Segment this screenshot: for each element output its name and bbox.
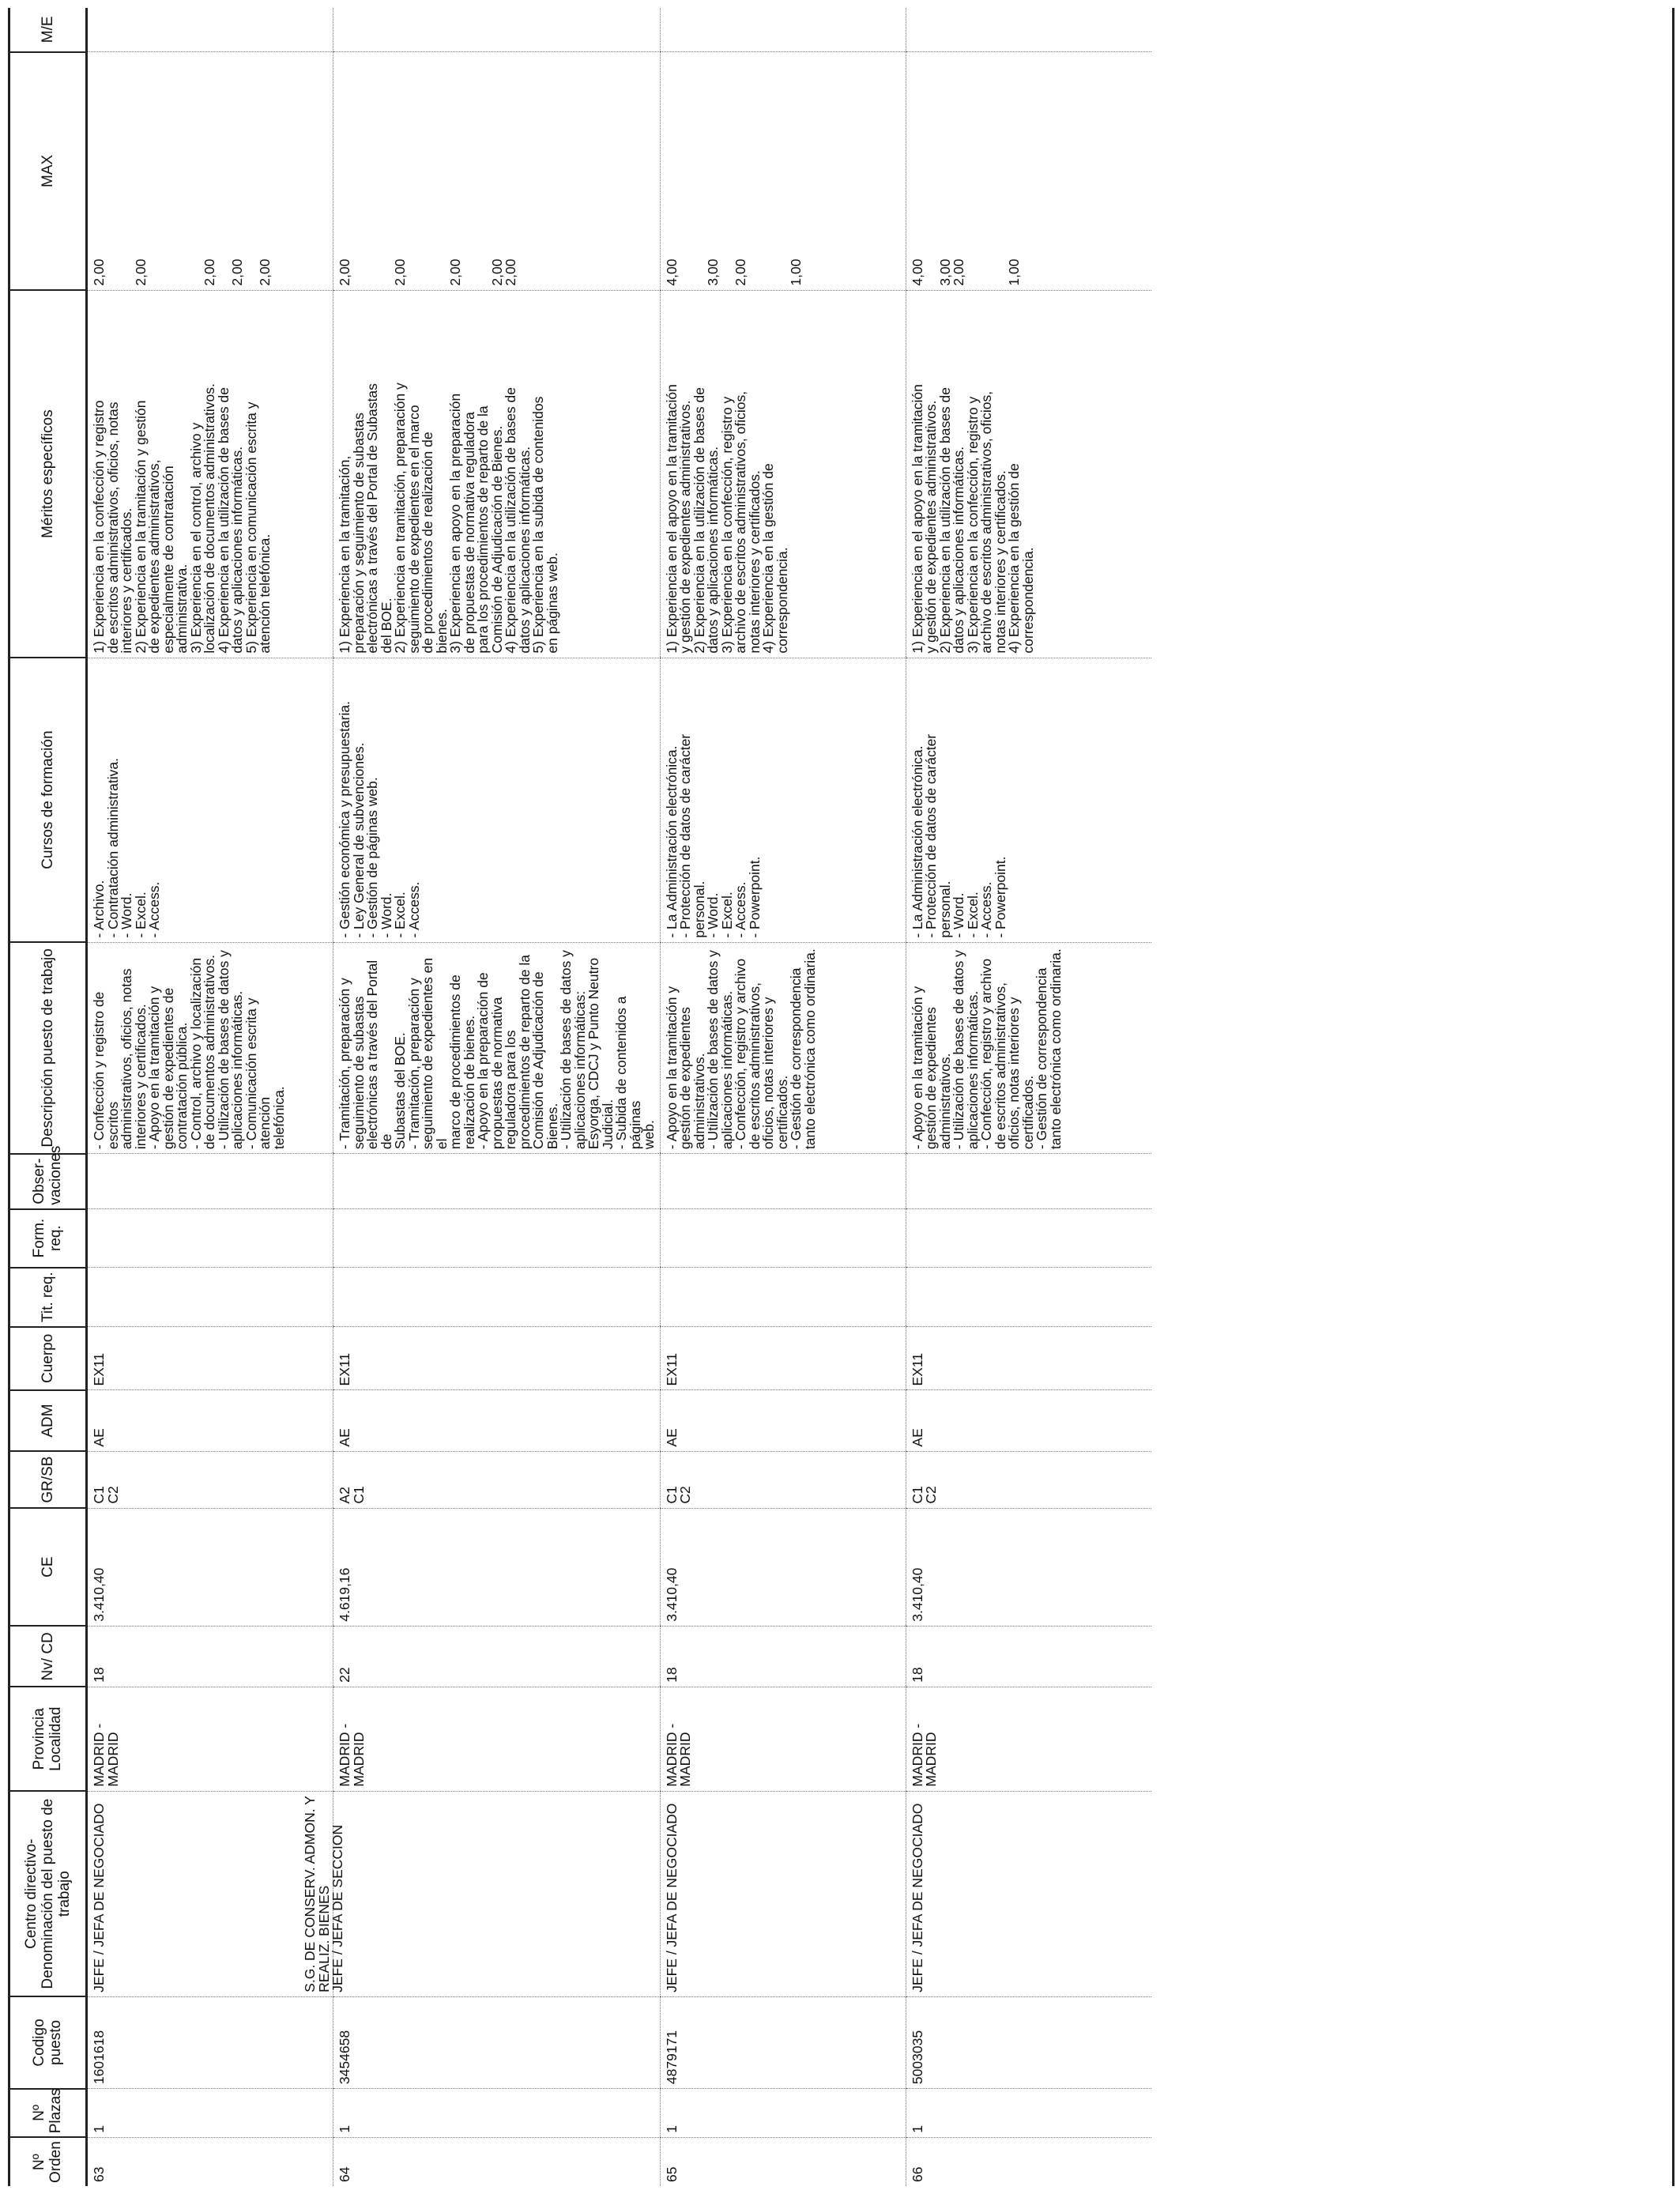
cell-adm: AE (660, 1390, 906, 1451)
cell-descripcion: - Apoyo en la tramitación y gestión de expedientes administrativos. - Utilización de bases de datos y aplicaciones informáticas. - Confección, registro y archivo de escritos administrativos, oficios, notas interiores y certificados. - Gestión de correspondencia tanto electrónica como ordinaria. (660, 942, 906, 1153)
cell-cursos: - Archivo. - Contratación administrativa. - Word. - Excel. - Access. (87, 658, 333, 942)
cell-cursos: - La Administración electrónica. - Protección de datos de carácter personal. - Word. - Excel. - Access. - Powerpoint. (660, 658, 906, 942)
cell-nivel: 22 (333, 1626, 661, 1687)
cell-codigo: 1601618 (87, 1996, 333, 2088)
cell-titulacion (87, 1268, 333, 1327)
cell-observaciones (87, 1154, 333, 1209)
header-observaciones: Obser- vaciones (9, 1154, 87, 1209)
cell-formacion (333, 1209, 661, 1268)
cell-cuerpo: EX11 (660, 1327, 906, 1390)
cell-ce: 3.410,40 (906, 1508, 1151, 1626)
max-line: 2,00 (91, 258, 107, 286)
cell-centro: JEFE / JEFA DE NEGOCIADO (906, 1791, 1151, 1996)
cell-max (87, 52, 333, 290)
header-codigo: Codigo puesto (9, 1996, 87, 2088)
header-row (9, 8, 87, 2186)
cell-centro (302, 1791, 661, 1996)
max-line (175, 56, 190, 285)
header-provincia: Provincia Localidad (9, 1687, 87, 1791)
max-line (748, 56, 763, 285)
cell-me (87, 8, 333, 52)
cell-me (333, 8, 661, 52)
max-line (148, 56, 162, 285)
max-line (994, 56, 1008, 285)
max-line: 3,00 (936, 258, 953, 286)
cell-formacion (87, 1209, 333, 1268)
cell-plazas: 1 (333, 2089, 661, 2138)
cell-codigo: 3454658 (333, 1996, 661, 2088)
max-line (679, 56, 693, 285)
cell-nivel: 18 (660, 1626, 906, 1687)
positions-table (9, 8, 1151, 2186)
cell-meritos: 1) Experiencia en el apoyo en la tramitación y gestión de expedientes administrativos. 2) Experiencia en la utilización de bases de datos y aplicaciones informáticas. 3) Experiencia en la confección, registro y archivo de escritos administrativos, oficios, notas interiores y certificados. 4) Experiencia en la gestión de correspondencia. (906, 290, 1151, 658)
table-row (660, 8, 906, 2186)
cell-max (333, 52, 661, 290)
cell-cuerpo: EX11 (906, 1327, 1151, 1390)
cell-ce: 3.410,40 (87, 1508, 333, 1626)
cell-me (660, 8, 906, 52)
max-line (721, 56, 735, 285)
cell-grupo: A2 C1 (333, 1451, 661, 1508)
table-row (906, 8, 1151, 2186)
cell-grupo: C1 C2 (660, 1451, 906, 1508)
cell-plazas: 1 (87, 2089, 333, 2138)
cell-formacion (906, 1209, 1151, 1268)
cell-titulacion (906, 1268, 1151, 1327)
table-row (87, 8, 333, 2186)
cell-observaciones (660, 1154, 906, 1209)
cell-max (906, 52, 1151, 290)
cell-observaciones (906, 1154, 1151, 1209)
header-max: MAX (9, 52, 87, 290)
max-line (366, 56, 380, 285)
header-grupo: GR/SB (9, 1451, 87, 1508)
cell-nivel: 18 (87, 1626, 333, 1687)
cell-provincia: MADRID - MADRID (906, 1687, 1151, 1791)
cell-orden: 63 (91, 2166, 107, 2182)
cell-adm: AE (333, 1390, 661, 1451)
max-line: 2,00 (503, 258, 518, 286)
cell-centro: JEFE / JEFA DE NEGOCIADO (660, 1791, 906, 1996)
max-line: 2,00 (337, 258, 352, 286)
max-line (966, 56, 981, 285)
cell-titulacion (333, 1268, 661, 1327)
centro-directivo-prefix: S.G. DE CONSERV. ADMON. Y REALIZ. BIENES (302, 1796, 332, 1992)
max-line: 2,00 (132, 258, 149, 286)
cell-adm: AE (87, 1390, 333, 1451)
header-adm: ADM (9, 1390, 87, 1451)
cell-provincia: MADRID - MADRID (87, 1687, 333, 1791)
cell-meritos: 1) Experiencia en la tramitación, preparación y seguimiento de subastas electrónicas a través del Portal de Subastas del BOE. 2) Experiencia en tramitación, preparación y seguimiento de expedientes en el marco de procedimientos de realización de bienes. 3) Experiencia en apoyo en la preparación de propuestas de normativa reguladora para los procedimientos de reparto de la Comisión de Adjudicación de Bienes. 4) Experiencia en la utilización de bases de datos y aplicaciones informáticas. 5) Experiencia en la subida de contenidos en páginas web. (333, 290, 661, 658)
header-ce: CE (9, 1508, 87, 1626)
max-line (435, 56, 450, 285)
header-plazas: Nº Plazas (9, 2089, 87, 2138)
max-line: 2,00 (202, 258, 217, 286)
header-descripcion: Descripción puesto de trabajo (9, 942, 87, 1153)
max-line: 2,00 (951, 258, 966, 286)
cell-cuerpo: EX11 (87, 1327, 333, 1390)
max-line (352, 56, 367, 285)
max-line (217, 56, 232, 285)
header-titulacion: Tit. req. (9, 1268, 87, 1327)
cell-provincia: MADRID - MADRID (333, 1687, 661, 1791)
cell-cursos: - La Administración electrónica. - Protección de datos de carácter personal. - Word. - Excel. - Access. - Powerpoint. (906, 658, 1151, 942)
cell-ce: 3.410,40 (660, 1508, 906, 1626)
max-line (162, 56, 176, 285)
cell-max (660, 52, 906, 290)
cell-plazas: 1 (660, 2089, 906, 2138)
max-line (762, 56, 776, 285)
max-line (380, 56, 394, 285)
cell-ce: 4.619,16 (333, 1508, 661, 1626)
cell-cuerpo: EX11 (333, 1327, 661, 1390)
cell-meritos: 1) Experiencia en el apoyo en la tramitación y gestión de expedientes administrativos. 2) Experiencia en la utilización de bases de datos y aplicaciones informáticas. 3) Experiencia en la confección, registro y archivo de escritos administrativos, oficios, notas interiores y certificados. 4) Experiencia en la gestión de correspondencia. (660, 290, 906, 658)
max-line (925, 56, 939, 285)
max-line: 2,00 (229, 258, 245, 286)
centro-denominacion: JEFE / JEFA DE SECCION (330, 1824, 345, 1992)
max-line: 3,00 (705, 258, 721, 286)
max-line (408, 56, 422, 285)
header-orden: Nº Orden (9, 2137, 87, 2186)
cell-orden: 64 (333, 2137, 661, 2186)
header-me: M/E (9, 8, 87, 52)
cell-descripcion: - Confección y registro de escritos administrativos, oficios, notas interiores y certificados. - Apoyo en la tramitación y gestión de expedientes de contratación pública. - Control, archivo y localización de documentos administrativos. - Utilización de bases de datos y aplicaciones informáticas. - Comunicación escrita y atención telefónica. (87, 942, 333, 1153)
table-row (333, 8, 661, 2186)
max-line: 2,00 (392, 258, 408, 286)
max-line (693, 56, 707, 285)
max-line (245, 56, 259, 285)
cell-nivel: 18 (906, 1626, 1151, 1687)
header-cursos: Cursos de formación (9, 658, 87, 942)
cell-codigo: 4879171 (660, 1996, 906, 2088)
max-line (477, 56, 491, 285)
bottom-rule (1672, 8, 1674, 2186)
max-line: 2,00 (447, 258, 463, 286)
cell-adm: AE (906, 1390, 1151, 1451)
cell-centro: JEFE / JEFA DE NEGOCIADO (87, 1791, 333, 1996)
cell-observaciones (333, 1154, 661, 1209)
cell-grupo: C1 C2 (87, 1451, 333, 1508)
cell-titulacion (660, 1268, 906, 1327)
header-cuerpo: Cuerpo (9, 1327, 87, 1390)
max-line: 1,00 (1006, 258, 1022, 286)
cell-cursos: - Gestión económica y presupuestaria. - Ley General de subvenciones. - Gestión de páginas web. - Word. - Excel. - Access. (333, 658, 661, 942)
header-meritos: Méritos específicos (9, 290, 87, 658)
cell-provincia: MADRID - MADRID (660, 1687, 906, 1791)
cell-descripcion: - Apoyo en la tramitación y gestión de expedientes administrativos. - Utilización de bases de datos y aplicaciones informáticas. - Confección, registro y archivo de escritos administrativos, oficios, notas interiores y certificados. - Gestión de correspondencia tanto electrónica como ordinaria. (906, 942, 1151, 1153)
cell-plazas: 1 (906, 2089, 1151, 2138)
max-line (421, 56, 435, 285)
cell-formacion (660, 1209, 906, 1268)
cell-codigo: 5003035 (906, 1996, 1151, 2088)
cell-grupo: C1 C2 (906, 1451, 1151, 1508)
cell-orden: 65 (660, 2137, 906, 2186)
cell-meritos: 1) Experiencia en la confección y registro de escritos administrativos, oficios, notas interiores y certificados. 2) Experiencia en la tramitación y gestión de expedientes administrativos, especialmente de contratación administrativa. 3) Experiencia en el control, archivo y localización de documentos administrativos. 4) Experiencia en la utilización de bases de datos y aplicaciones informáticas. 5) Experiencia en comunicación escrita y atención telefónica. (87, 290, 333, 658)
max-line: 4,00 (663, 258, 680, 286)
max-line: 2,00 (488, 258, 505, 286)
max-line (980, 56, 994, 285)
max-line: 2,00 (733, 258, 748, 286)
cell-me (906, 8, 1151, 52)
header-nivel: Nv/ CD (9, 1626, 87, 1687)
max-line (190, 56, 204, 285)
max-line (107, 56, 121, 285)
max-line: 2,00 (257, 258, 273, 286)
cell-orden: 66 (906, 2137, 1151, 2186)
max-line: 1,00 (788, 258, 804, 286)
header-formacion: Form. req. (9, 1209, 87, 1268)
max-line (463, 56, 477, 285)
max-line (776, 56, 790, 285)
max-line: 4,00 (909, 258, 925, 286)
max-line (120, 56, 134, 285)
cell-descripcion: - Tramitación, preparación y seguimiento de subastas electrónicas a través del Portal de Subastas del BOE. - Tramitación, preparación y seguimiento de expedientes en el marco de procedimientos de realización de bienes. - Apoyo en la preparación de propuestas de normativa reguladora para los procedimientos de reparto de la Comisión de Adjudicación de Bienes. - Utilización de bases de datos y aplicaciones informáticas: Esyorga, CDCJ y Punto Neutro Judicial. - Subida de contenidos a páginas web. (333, 942, 661, 1153)
header-centro: Centro directivo- Denominación del puesto de trabajo (9, 1791, 87, 1996)
